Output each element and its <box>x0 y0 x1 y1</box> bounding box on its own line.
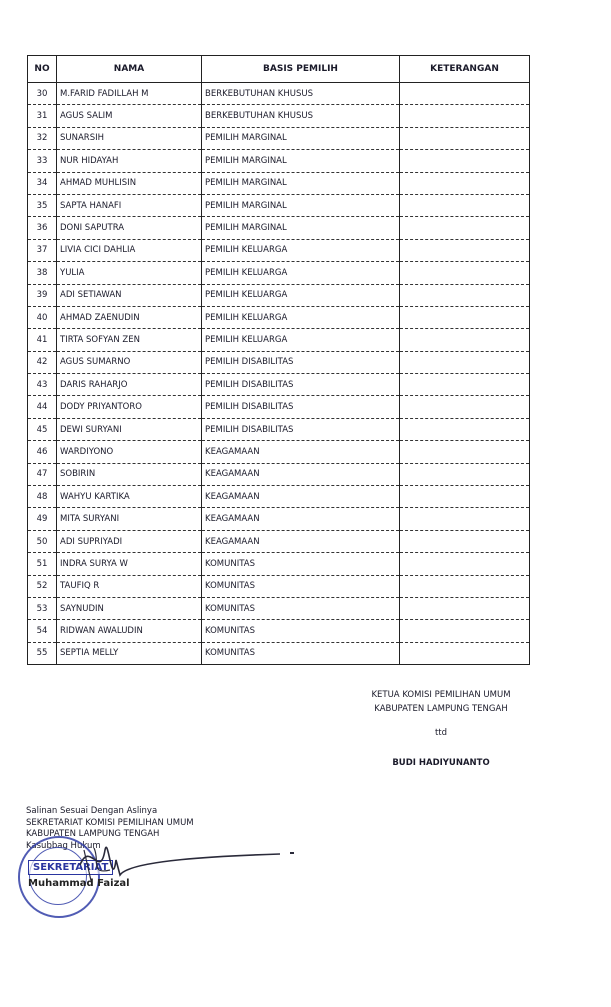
row-keterangan <box>400 620 530 642</box>
signature-block <box>336 688 546 770</box>
row-no: 31 <box>28 105 57 127</box>
handwritten-signature <box>20 817 300 910</box>
row-nama: RIDWAN AWALUDIN <box>57 620 202 642</box>
row-keterangan <box>400 530 530 552</box>
row-basis-pemilih: KEAGAMAAN <box>202 530 400 552</box>
row-keterangan <box>400 508 530 530</box>
row-nama: AGUS SALIM <box>57 105 202 127</box>
row-nama: WARDIYONO <box>57 441 202 463</box>
table-row <box>28 418 530 440</box>
table-row <box>28 441 530 463</box>
row-nama: AHMAD ZAENUDIN <box>57 306 202 328</box>
table-row <box>28 620 530 642</box>
signatory-name: BUDI HADIYUNANTO <box>392 758 490 768</box>
row-keterangan <box>400 486 530 508</box>
row-keterangan <box>400 217 530 239</box>
row-basis-pemilih: PEMILIH DISABILITAS <box>202 396 400 418</box>
copy-line-1: Salinan Sesuai Dengan Aslinya <box>26 806 158 816</box>
table-row <box>28 396 530 418</box>
row-no: 54 <box>28 620 57 642</box>
row-basis-pemilih: KEAGAMAAN <box>202 441 400 463</box>
table-row <box>28 597 530 619</box>
row-nama: TIRTA SOFYAN ZEN <box>57 329 202 351</box>
row-no: 55 <box>28 642 57 664</box>
row-no: 49 <box>28 508 57 530</box>
table-row <box>28 463 530 485</box>
row-basis-pemilih: KOMUNITAS <box>202 620 400 642</box>
row-keterangan <box>400 150 530 172</box>
row-nama: DARIS RAHARJO <box>57 374 202 396</box>
row-nama: INDRA SURYA W <box>57 553 202 575</box>
table-row <box>28 262 530 284</box>
row-keterangan <box>400 306 530 328</box>
row-keterangan <box>400 597 530 619</box>
row-no: 33 <box>28 150 57 172</box>
row-nama: LIVIA CICI DAHLIA <box>57 239 202 261</box>
row-basis-pemilih: PEMILIH DISABILITAS <box>202 374 400 396</box>
table-row <box>28 553 530 575</box>
header-nama: NAMA <box>57 56 202 83</box>
row-nama: SAYNUDIN <box>57 597 202 619</box>
voter-table <box>27 55 530 665</box>
row-no: 44 <box>28 396 57 418</box>
table-row <box>28 642 530 664</box>
row-keterangan <box>400 239 530 261</box>
row-keterangan <box>400 262 530 284</box>
header-keterangan: KETERANGAN <box>400 56 530 83</box>
table-header <box>28 56 530 83</box>
table-row <box>28 306 530 328</box>
row-keterangan <box>400 553 530 575</box>
row-basis-pemilih: PEMILIH MARGINAL <box>202 127 400 149</box>
row-basis-pemilih: PEMILIH KELUARGA <box>202 239 400 261</box>
row-nama: DEWI SURYANI <box>57 418 202 440</box>
row-nama: TAUFIQ R <box>57 575 202 597</box>
row-keterangan <box>400 329 530 351</box>
row-keterangan <box>400 463 530 485</box>
row-no: 45 <box>28 418 57 440</box>
row-basis-pemilih: KOMUNITAS <box>202 575 400 597</box>
row-no: 35 <box>28 194 57 216</box>
row-nama: M.FARID FADILLAH M <box>57 83 202 105</box>
row-keterangan <box>400 105 530 127</box>
row-basis-pemilih: PEMILIH KELUARGA <box>202 329 400 351</box>
table-row <box>28 172 530 194</box>
table-row <box>28 194 530 216</box>
header-no: NO <box>28 56 57 83</box>
table-row <box>28 217 530 239</box>
row-nama: SOBIRIN <box>57 463 202 485</box>
row-basis-pemilih: PEMILIH KELUARGA <box>202 284 400 306</box>
row-basis-pemilih: PEMILIH MARGINAL <box>202 150 400 172</box>
row-basis-pemilih: BERKEBUTUHAN KHUSUS <box>202 105 400 127</box>
header-basis-pemilih: BASIS PEMILIH <box>202 56 400 83</box>
row-basis-pemilih: PEMILIH MARGINAL <box>202 217 400 239</box>
row-no: 38 <box>28 262 57 284</box>
table-row <box>28 239 530 261</box>
table-row <box>28 508 530 530</box>
table-row <box>28 530 530 552</box>
row-no: 39 <box>28 284 57 306</box>
row-nama: SAPTA HANAFI <box>57 194 202 216</box>
row-nama: MITA SURYANI <box>57 508 202 530</box>
row-keterangan <box>400 284 530 306</box>
row-basis-pemilih: PEMILIH MARGINAL <box>202 172 400 194</box>
row-basis-pemilih: KOMUNITAS <box>202 642 400 664</box>
row-keterangan <box>400 374 530 396</box>
signature-title-1: KETUA KOMISI PEMILIHAN UMUM <box>371 690 511 700</box>
table-row <box>28 83 530 105</box>
row-no: 51 <box>28 553 57 575</box>
table-row <box>28 486 530 508</box>
row-no: 42 <box>28 351 57 373</box>
row-no: 41 <box>28 329 57 351</box>
row-basis-pemilih: BERKEBUTUHAN KHUSUS <box>202 83 400 105</box>
row-no: 47 <box>28 463 57 485</box>
row-nama: DODY PRIYANTORO <box>57 396 202 418</box>
row-nama: AGUS SUMARNO <box>57 351 202 373</box>
row-basis-pemilih: KEAGAMAAN <box>202 508 400 530</box>
row-basis-pemilih: KEAGAMAAN <box>202 486 400 508</box>
row-no: 30 <box>28 83 57 105</box>
row-no: 40 <box>28 306 57 328</box>
row-nama: SUNARSIH <box>57 127 202 149</box>
table-row <box>28 329 530 351</box>
row-keterangan <box>400 418 530 440</box>
row-basis-pemilih: PEMILIH DISABILITAS <box>202 351 400 373</box>
signer-name: Muhammad Faizal <box>28 878 130 889</box>
row-no: 32 <box>28 127 57 149</box>
row-basis-pemilih: KOMUNITAS <box>202 597 400 619</box>
row-nama: AHMAD MUHLISIN <box>57 172 202 194</box>
copy-line-4: Kasubbag Hukum <box>26 840 101 851</box>
row-no: 48 <box>28 486 57 508</box>
row-nama: YULIA <box>57 262 202 284</box>
row-nama: NUR HIDAYAH <box>57 150 202 172</box>
row-nama: DONI SAPUTRA <box>57 217 202 239</box>
row-basis-pemilih: KEAGAMAAN <box>202 463 400 485</box>
row-no: 43 <box>28 374 57 396</box>
row-no: 34 <box>28 172 57 194</box>
row-basis-pemilih: PEMILIH MARGINAL <box>202 194 400 216</box>
row-keterangan <box>400 127 530 149</box>
row-basis-pemilih: PEMILIH KELUARGA <box>202 306 400 328</box>
row-keterangan <box>400 351 530 373</box>
row-no: 46 <box>28 441 57 463</box>
row-keterangan <box>400 194 530 216</box>
row-basis-pemilih: KOMUNITAS <box>202 553 400 575</box>
table-row <box>28 127 530 149</box>
copy-line-2: SEKRETARIAT KOMISI PEMILIHAN UMUM <box>26 817 194 828</box>
row-keterangan <box>400 396 530 418</box>
row-no: 53 <box>28 597 57 619</box>
row-keterangan <box>400 575 530 597</box>
row-no: 50 <box>28 530 57 552</box>
table-row <box>28 575 530 597</box>
table-row <box>28 105 530 127</box>
row-keterangan <box>400 83 530 105</box>
row-no: 37 <box>28 239 57 261</box>
row-nama: ADI SETIAWAN <box>57 284 202 306</box>
row-nama: SEPTIA MELLY <box>57 642 202 664</box>
signature-ttd: ttd <box>434 728 448 738</box>
row-no: 36 <box>28 217 57 239</box>
row-keterangan <box>400 172 530 194</box>
stamp-label: SEKRETARIAT <box>28 860 113 875</box>
copy-line-3: KABUPATEN LAMPUNG TENGAH <box>26 829 160 839</box>
table-row <box>28 150 530 172</box>
row-basis-pemilih: PEMILIH DISABILITAS <box>202 418 400 440</box>
table-row <box>28 374 530 396</box>
row-keterangan <box>400 441 530 463</box>
row-nama: WAHYU KARTIKA <box>57 486 202 508</box>
row-basis-pemilih: PEMILIH KELUARGA <box>202 262 400 284</box>
table-row <box>28 351 530 373</box>
table-row <box>28 284 530 306</box>
row-nama: ADI SUPRIYADI <box>57 530 202 552</box>
row-keterangan <box>400 642 530 664</box>
row-no: 52 <box>28 575 57 597</box>
signature-title-2: KABUPATEN LAMPUNG TENGAH <box>374 704 508 714</box>
